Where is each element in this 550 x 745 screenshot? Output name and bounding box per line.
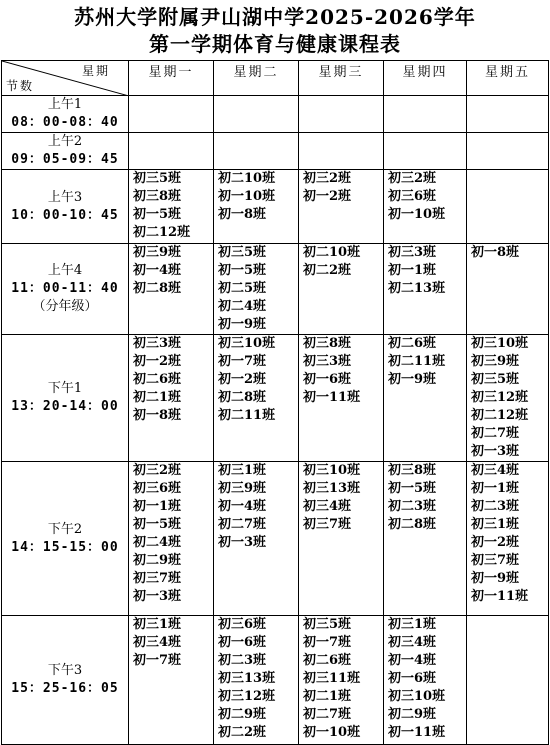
class-entry: 初二11班 bbox=[218, 408, 276, 423]
class-entry: 初三8班 bbox=[133, 189, 182, 204]
class-entry: 初三2班 bbox=[388, 171, 437, 186]
schedule-cell bbox=[129, 244, 214, 335]
class-entry: 初三13班 bbox=[218, 671, 276, 686]
class-entry: 初三4班 bbox=[471, 463, 520, 478]
class-entry: 初三11班 bbox=[303, 671, 361, 686]
schedule-cell bbox=[467, 133, 549, 170]
schedule-cell bbox=[384, 616, 467, 745]
class-entry: 初二3班 bbox=[471, 499, 520, 514]
period-label-cell bbox=[2, 616, 129, 745]
schedule-cell bbox=[384, 133, 467, 170]
class-entry: 初二7班 bbox=[471, 426, 520, 441]
schedule-cell bbox=[467, 616, 549, 745]
schedule-cell bbox=[299, 244, 384, 335]
class-entry: 初一4班 bbox=[218, 499, 267, 514]
period-time: 08：00-08：40 bbox=[11, 115, 119, 130]
class-entry: 初一10班 bbox=[388, 207, 446, 222]
schedule-cell bbox=[214, 133, 299, 170]
class-entry: 初二6班 bbox=[388, 336, 437, 351]
class-entry: 初二12班 bbox=[133, 225, 191, 240]
class-entry: 初三6班 bbox=[218, 617, 267, 632]
class-entry: 初二8班 bbox=[388, 517, 437, 532]
day-header-3: 星期三 bbox=[299, 61, 384, 96]
period-row bbox=[2, 170, 549, 244]
class-entry: 初三12班 bbox=[218, 689, 276, 704]
class-entry: 初三4班 bbox=[133, 635, 182, 650]
period-name: 上午3 bbox=[47, 189, 83, 205]
class-entry: 初三10班 bbox=[303, 463, 361, 478]
class-entry: 初三9班 bbox=[218, 481, 267, 496]
title-block bbox=[0, 0, 550, 60]
class-entry: 初一9班 bbox=[218, 317, 267, 332]
class-entry: 初二3班 bbox=[388, 499, 437, 514]
period-time: 14：15-15：00 bbox=[11, 539, 119, 555]
schedule-cell bbox=[384, 170, 467, 244]
class-entry: 初一1班 bbox=[471, 481, 520, 496]
class-entry: 初二7班 bbox=[303, 707, 352, 722]
title-line-2: 第一学期体育与健康课程表 bbox=[149, 32, 401, 56]
period-time: 15：25-16：05 bbox=[11, 681, 119, 696]
title-line-1: 苏州大学附属尹山湖中学2025-2026学年 bbox=[74, 5, 476, 29]
class-entry: 初三3班 bbox=[303, 354, 352, 369]
period-row bbox=[2, 462, 549, 616]
schedule-cell bbox=[299, 133, 384, 170]
class-entry: 初二4班 bbox=[133, 535, 182, 550]
class-entry: 初二1班 bbox=[133, 390, 182, 405]
day-header-4: 星期四 bbox=[384, 61, 467, 96]
class-entry: 初一7班 bbox=[303, 635, 352, 650]
class-entry: 初一5班 bbox=[218, 263, 267, 278]
class-entry: 初一2班 bbox=[303, 189, 352, 204]
schedule-cell bbox=[299, 96, 384, 133]
schedule-cell bbox=[384, 96, 467, 133]
class-entry: 初二4班 bbox=[218, 299, 267, 314]
class-entry: 初一2班 bbox=[133, 354, 182, 369]
period-name: 下午3 bbox=[47, 663, 83, 678]
class-entry: 初三13班 bbox=[303, 481, 361, 496]
class-entry: 初三10班 bbox=[471, 336, 529, 351]
class-entry: 初一1班 bbox=[133, 499, 182, 514]
class-entry: 初三3班 bbox=[388, 245, 437, 260]
period-label-cell bbox=[2, 244, 129, 335]
period-label-cell bbox=[2, 462, 129, 616]
class-entry: 初一11班 bbox=[471, 589, 529, 604]
schedule-cell bbox=[214, 616, 299, 745]
class-entry: 初二8班 bbox=[133, 281, 182, 296]
schedule-cell bbox=[129, 170, 214, 244]
class-entry: 初一3班 bbox=[133, 589, 182, 604]
class-entry: 初三8班 bbox=[388, 463, 437, 478]
schedule-cell bbox=[129, 616, 214, 745]
class-entry: 初三4班 bbox=[388, 635, 437, 650]
class-entry: 初二2班 bbox=[218, 725, 267, 740]
class-entry: 初二9班 bbox=[133, 553, 182, 568]
day-header-5: 星期五 bbox=[467, 61, 549, 96]
class-entry: 初三3班 bbox=[133, 336, 182, 351]
period-name: 上午4 bbox=[47, 263, 83, 278]
schedule-cell bbox=[299, 462, 384, 616]
class-entry: 初三1班 bbox=[471, 517, 520, 532]
class-entry: 初一4班 bbox=[133, 263, 182, 278]
class-entry: 初三9班 bbox=[133, 245, 182, 260]
class-entry: 初二6班 bbox=[303, 653, 352, 668]
class-entry: 初三7班 bbox=[133, 571, 182, 586]
period-label-cell bbox=[2, 133, 129, 170]
class-entry: 初三5班 bbox=[471, 372, 520, 387]
class-entry: 初二8班 bbox=[218, 390, 267, 405]
schedule-cell bbox=[384, 335, 467, 462]
schedule-cell bbox=[467, 462, 549, 616]
period-time: 09：05-09：45 bbox=[11, 152, 119, 167]
class-entry: 初三12班 bbox=[471, 390, 529, 405]
class-entry: 初一8班 bbox=[471, 245, 520, 260]
period-name: 上午1 bbox=[47, 97, 83, 112]
corner-label-day: 星期 bbox=[81, 64, 110, 78]
class-entry: 初一6班 bbox=[218, 635, 267, 650]
class-entry: 初一10班 bbox=[303, 725, 361, 740]
class-entry: 初二13班 bbox=[388, 281, 446, 296]
corner-cell bbox=[2, 61, 129, 96]
class-entry: 初三5班 bbox=[303, 617, 352, 632]
period-name: 上午2 bbox=[47, 134, 83, 149]
class-entry: 初三2班 bbox=[303, 171, 352, 186]
class-entry: 初二1班 bbox=[303, 689, 352, 704]
schedule-cell bbox=[299, 616, 384, 745]
class-entry: 初三8班 bbox=[303, 336, 352, 351]
class-entry: 初二5班 bbox=[218, 281, 267, 296]
schedule-cell bbox=[129, 96, 214, 133]
class-entry: 初一2班 bbox=[471, 535, 520, 550]
schedule-cell bbox=[129, 133, 214, 170]
class-entry: 初三9班 bbox=[471, 354, 520, 369]
period-label-cell bbox=[2, 170, 129, 244]
class-entry: 初一1班 bbox=[388, 263, 437, 278]
class-entry: 初一11班 bbox=[388, 725, 446, 740]
schedule-cell bbox=[214, 96, 299, 133]
class-entry: 初三6班 bbox=[388, 189, 437, 204]
schedule-cell bbox=[467, 170, 549, 244]
day-header-1: 星期一 bbox=[129, 61, 214, 96]
class-entry: 初三4班 bbox=[303, 499, 352, 514]
class-entry: 初一11班 bbox=[303, 390, 361, 405]
class-entry: 初三10班 bbox=[218, 336, 276, 351]
class-entry: 初一5班 bbox=[133, 207, 182, 222]
class-entry: 初一10班 bbox=[218, 189, 276, 204]
period-name: 下午1 bbox=[47, 381, 83, 396]
period-row bbox=[2, 96, 549, 133]
period-row bbox=[2, 133, 549, 170]
class-entry: 初二3班 bbox=[218, 653, 267, 668]
period-row bbox=[2, 244, 549, 335]
schedule-cell bbox=[214, 244, 299, 335]
period-time: 13：20-14：00 bbox=[11, 399, 119, 414]
schedule-cell bbox=[214, 170, 299, 244]
class-entry: 初三2班 bbox=[133, 463, 182, 478]
period-label-cell bbox=[2, 96, 129, 133]
class-entry: 初一8班 bbox=[218, 207, 267, 222]
schedule-cell bbox=[129, 335, 214, 462]
schedule-cell bbox=[299, 335, 384, 462]
schedule-cell bbox=[467, 244, 549, 335]
period-time: 11：00-11：40 bbox=[11, 281, 119, 296]
period-row bbox=[2, 616, 549, 745]
class-entry: 初三1班 bbox=[218, 463, 267, 478]
schedule-cell bbox=[214, 462, 299, 616]
class-entry: 初二9班 bbox=[218, 707, 267, 722]
class-entry: 初一6班 bbox=[303, 372, 352, 387]
header-row bbox=[2, 61, 549, 96]
class-entry: 初三5班 bbox=[218, 245, 267, 260]
period-time: 10：00-10：45 bbox=[11, 207, 119, 223]
class-entry: 初二10班 bbox=[303, 245, 361, 260]
schedule-cell bbox=[467, 335, 549, 462]
class-entry: 初一4班 bbox=[388, 653, 437, 668]
class-entry: 初二2班 bbox=[303, 263, 352, 278]
class-entry: 初二7班 bbox=[218, 517, 267, 532]
class-entry: 初二9班 bbox=[388, 707, 437, 722]
class-entry: 初一5班 bbox=[388, 481, 437, 496]
schedule-cell bbox=[299, 170, 384, 244]
schedule-cell bbox=[384, 462, 467, 616]
class-entry: 初二11班 bbox=[388, 354, 446, 369]
class-entry: 初三7班 bbox=[303, 517, 352, 532]
class-entry: 初三7班 bbox=[471, 553, 520, 568]
schedule-cell bbox=[467, 96, 549, 133]
day-header-2: 星期二 bbox=[214, 61, 299, 96]
class-entry: 初三1班 bbox=[388, 617, 437, 632]
class-entry: 初二12班 bbox=[471, 408, 529, 423]
class-entry: 初一9班 bbox=[471, 571, 520, 586]
class-entry: 初三5班 bbox=[133, 171, 182, 186]
period-label-cell bbox=[2, 335, 129, 462]
class-entry: 初二6班 bbox=[133, 372, 182, 387]
class-entry: 初一7班 bbox=[218, 354, 267, 369]
class-entry: 初一6班 bbox=[388, 671, 437, 686]
schedule-cell bbox=[384, 244, 467, 335]
schedule-table bbox=[1, 60, 549, 745]
class-entry: 初三10班 bbox=[388, 689, 446, 704]
class-entry: 初三6班 bbox=[133, 481, 182, 496]
class-entry: 初一9班 bbox=[388, 372, 437, 387]
class-entry: 初一3班 bbox=[218, 535, 267, 550]
class-entry: 初二10班 bbox=[218, 171, 276, 186]
class-entry: 初三1班 bbox=[133, 617, 182, 632]
class-entry: 初一3班 bbox=[471, 444, 520, 459]
class-entry: 初一2班 bbox=[218, 372, 267, 387]
period-name: 下午2 bbox=[47, 521, 83, 537]
schedule-cell bbox=[214, 335, 299, 462]
corner-label-period: 节数 bbox=[6, 79, 35, 93]
class-entry: 初一7班 bbox=[133, 653, 182, 668]
period-note: （分年级） bbox=[32, 299, 98, 314]
class-entry: 初一5班 bbox=[133, 517, 182, 532]
period-row bbox=[2, 335, 549, 462]
class-entry: 初一8班 bbox=[133, 408, 182, 423]
schedule-cell bbox=[129, 462, 214, 616]
